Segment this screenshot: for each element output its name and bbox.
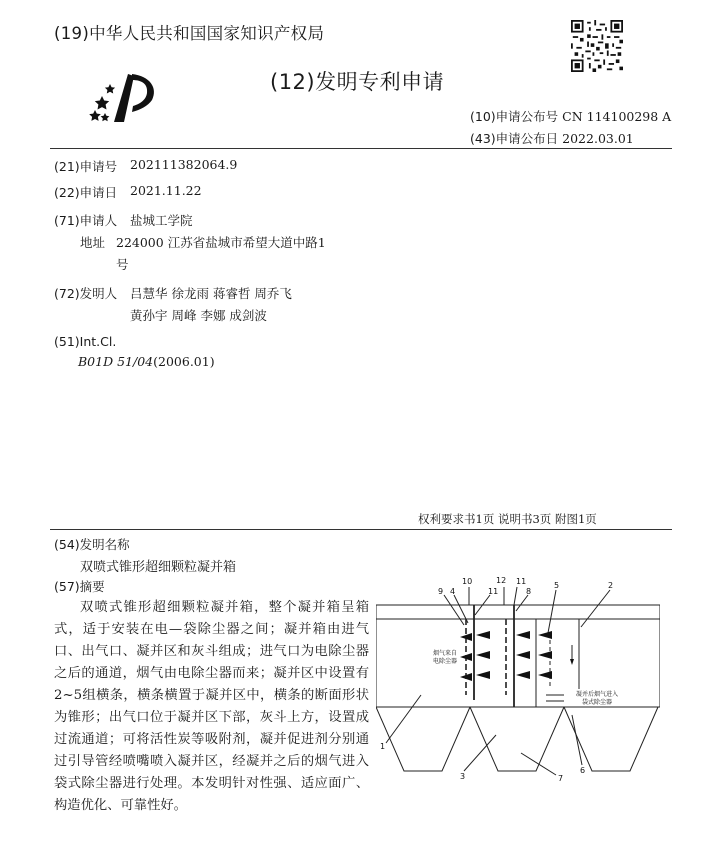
ipc-code: B01D 51/04 bbox=[78, 354, 154, 369]
address-line2: 号 bbox=[116, 257, 129, 272]
inventors-line2: 黄孙宇 周峰 李娜 成剑波 bbox=[130, 308, 267, 323]
fig-label-3: 3 bbox=[460, 772, 466, 781]
figure-drawing bbox=[376, 587, 660, 775]
pub-no: CN 114100298 A bbox=[562, 109, 672, 124]
cnipa-logo bbox=[88, 66, 160, 122]
app-no: 202111382064.9 bbox=[130, 157, 238, 172]
address-line1: 224000 江苏省盐城市希望大道中路1 bbox=[116, 235, 326, 250]
pub-date-row bbox=[470, 129, 634, 147]
fig-note-outlet-2: 袋式除尘器 bbox=[582, 699, 613, 706]
fig-label-2: 2 bbox=[608, 581, 614, 590]
fig-label-1: 1 bbox=[380, 742, 386, 751]
fig-label-9: 9 bbox=[438, 587, 444, 596]
fig-label-4: 4 bbox=[450, 587, 456, 596]
fig-label-12: 12 bbox=[496, 576, 507, 585]
ipc-label: (51)Int.Cl. bbox=[54, 334, 117, 349]
pub-date-label: (43)申请公布日 bbox=[470, 131, 559, 146]
ipc-row bbox=[78, 354, 215, 369]
inventors-label: (72)发明人 bbox=[54, 286, 118, 301]
applicant-label: (71)申请人 bbox=[54, 213, 118, 228]
app-date: 2021.11.22 bbox=[130, 183, 202, 198]
title-label: (54)发明名称 bbox=[54, 537, 130, 552]
fig-label-7: 7 bbox=[558, 774, 564, 783]
fig-note-inlet-2: 电除尘器 bbox=[433, 658, 458, 665]
pub-date: 2022.03.01 bbox=[562, 131, 634, 146]
fig-note-outlet-1: 凝并后烟气进入 bbox=[576, 691, 619, 698]
ipc-version: (2006.01) bbox=[153, 354, 215, 369]
fig-label-11a: 11 bbox=[516, 577, 527, 586]
fig-label-10: 10 bbox=[462, 577, 473, 586]
abstract-text: 双喷式锥形超细颗粒凝并箱，整个凝并箱呈箱式，适于安装在电—袋除尘器之间；凝并箱由进气口、出气口、凝并区和灰斗组成；进气口为电除尘器之后的通道，烟气由电除尘器而来；凝并区中设置有2~5组横条，横条横置于凝并区中，横条的断面形状为锥形；出气口位于凝并区下部，灰斗上方，设置成过流通道；可将活性炭等吸附剂，凝并促进剂分别通过引导管经喷嘴喷入凝并区，经凝并之后的烟气进入袋式除尘器进行处理。本发明针对性强、适应面广、构造优化、可靠性好。 bbox=[54, 600, 369, 813]
address-label: 地址 bbox=[80, 235, 106, 250]
issuing-office: (19)中华人民共和国国家知识产权局 bbox=[54, 24, 325, 43]
invention-title: 双喷式锥形超细颗粒凝并箱 bbox=[80, 560, 237, 575]
figure-cones bbox=[460, 631, 574, 681]
inventors-line1: 吕慧华 徐龙雨 蒋睿哲 周乔飞 bbox=[130, 286, 292, 301]
fig-label-11b: 11 bbox=[488, 587, 499, 596]
qr-code bbox=[571, 20, 623, 72]
app-date-label: (22)申请日 bbox=[54, 185, 118, 200]
figure-numbers bbox=[380, 576, 613, 783]
fig-note-inlet-1: 烟气来自 bbox=[433, 650, 458, 657]
abstract-figure bbox=[376, 575, 660, 787]
pages-info: 权利要求书1页 说明书3页 附图1页 bbox=[418, 512, 597, 526]
pub-no-row bbox=[470, 107, 671, 125]
app-no-label: (21)申请号 bbox=[54, 159, 118, 174]
abstract-label: (57)摘要 bbox=[54, 579, 105, 594]
section-divider bbox=[50, 529, 672, 530]
fig-label-6: 6 bbox=[580, 766, 586, 775]
document-type: (12)发明专利申请 bbox=[270, 70, 445, 94]
fig-label-8: 8 bbox=[526, 587, 532, 596]
fig-label-5: 5 bbox=[554, 581, 560, 590]
pub-no-label: (10)申请公布号 bbox=[470, 109, 559, 124]
applicant: 盐城工学院 bbox=[130, 213, 193, 228]
header-divider bbox=[50, 148, 672, 149]
